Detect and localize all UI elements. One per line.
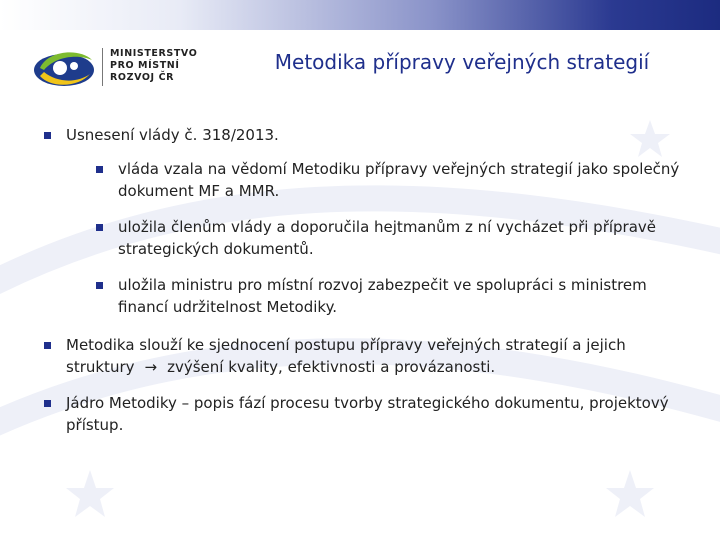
ministry-logo-icon bbox=[30, 44, 100, 92]
slide-title: Metodika přípravy veřejných strategií bbox=[274, 50, 650, 74]
bullet-text: Metodika slouží ke sjednocení postupu přípravy veřejných strategií a jejich struktury bbox=[66, 336, 626, 376]
ministry-name bbox=[110, 48, 197, 84]
sub-bullet-text: uložila členům vlády a doporučila hejtmanům z ní vycházet při přípravě strategických dokumentů. bbox=[118, 218, 657, 258]
bullet-text: zvýšení kvality, efektivnosti a provázanosti. bbox=[167, 358, 496, 376]
bullet-text: Usnesení vlády č. 318/2013. bbox=[66, 126, 279, 144]
logo-divider bbox=[102, 48, 103, 86]
sub-bullet-item bbox=[94, 274, 682, 318]
sub-bullet-item bbox=[94, 158, 682, 202]
ministry-name-line: ROZVOJ ČR bbox=[110, 72, 175, 83]
sub-bullet-text: vláda vzala na vědomí Metodiku přípravy veřejných strategií jako společný dokument MF a MMR. bbox=[118, 160, 680, 200]
bullet-list bbox=[42, 124, 682, 448]
square-bullet-icon bbox=[44, 400, 51, 407]
sub-bullet-list bbox=[66, 158, 682, 318]
bullet-item bbox=[42, 124, 682, 318]
bullet-item bbox=[42, 334, 682, 378]
square-bullet-icon bbox=[96, 282, 103, 289]
square-bullet-icon bbox=[96, 224, 103, 231]
arrow-right-icon: → bbox=[144, 358, 158, 376]
bullet-item bbox=[42, 392, 682, 436]
square-bullet-icon bbox=[96, 166, 103, 173]
ministry-name-line: PRO MÍSTNÍ bbox=[110, 60, 180, 71]
square-bullet-icon bbox=[44, 132, 51, 139]
ministry-logo bbox=[30, 44, 210, 92]
sub-bullet-item bbox=[94, 216, 682, 260]
sub-bullet-text: uložila ministru pro místní rozvoj zabezpečit ve spolupráci s ministrem financí udržitelnost Metodiky. bbox=[118, 276, 647, 316]
bullet-text: Jádro Metodiky – popis fází procesu tvorby strategického dokumentu, projektový přístup. bbox=[66, 394, 669, 434]
square-bullet-icon bbox=[44, 342, 51, 349]
ministry-name-line: MINISTERSTVO bbox=[110, 48, 198, 59]
